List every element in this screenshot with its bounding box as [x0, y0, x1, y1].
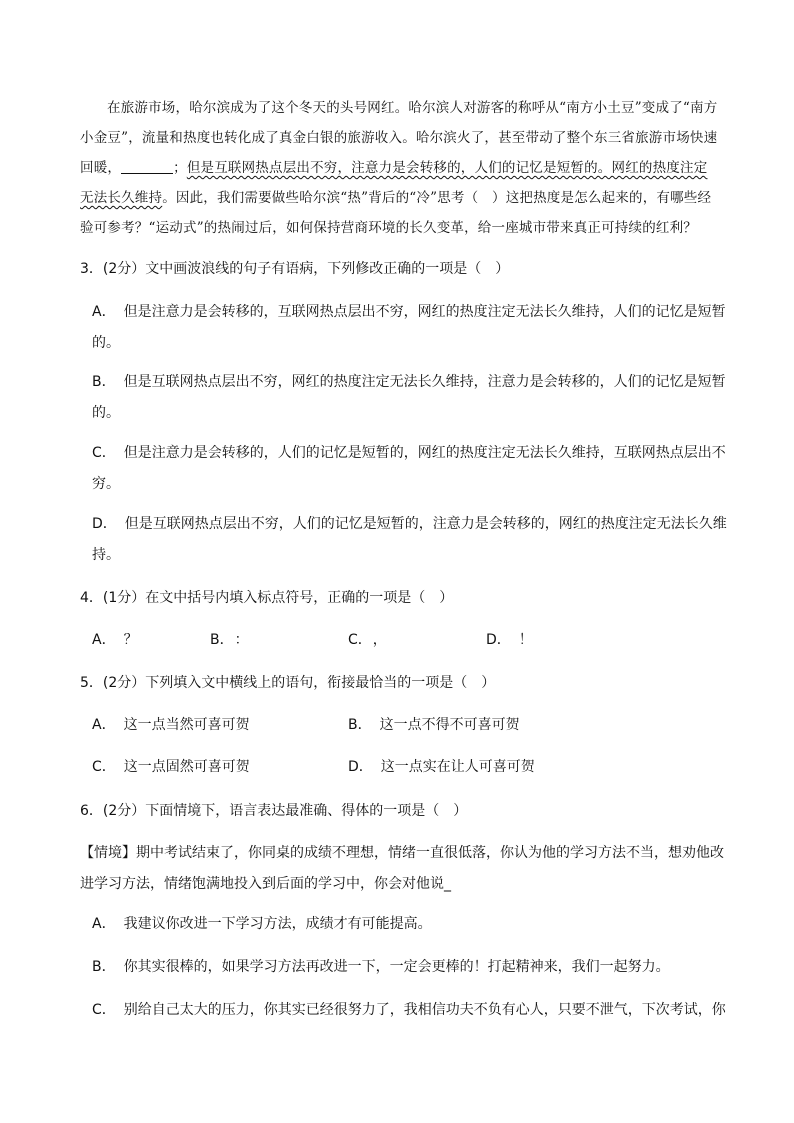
question-5-option-c[interactable]	[92, 752, 250, 783]
question-4-option-a[interactable]	[92, 625, 138, 656]
option-text: 但是互联网热点层出不穷，人们的记忆是短暂的，注意力是会转移的，网红的热度注定无法长久维持。	[92, 516, 727, 563]
question-4-option-b[interactable]	[210, 625, 249, 656]
option-text: 这一点当然可喜可贺	[123, 717, 250, 733]
option-text: 这一点实在让人可喜可贺	[380, 759, 535, 775]
option-label: D．	[92, 516, 117, 532]
question-3-stem: 3．(2分）文中画波浪线的句子有语病，下列修改正确的一项是（ ）	[80, 261, 510, 277]
passage-text-end: 。因此，我们需要做些哈尔滨“热”背后的“冷”思考（ ）这把热度是怎么起来的，有哪些经验可参考？“运动式”的热闹过后，如何保持营商环境的长久变革，给一座城市带来真正可持续的红利？	[80, 190, 712, 236]
question-6-option-b[interactable]	[92, 952, 727, 983]
option-label: D．	[348, 759, 373, 775]
question-3-option-a[interactable]	[92, 297, 727, 359]
question-5-option-a[interactable]	[92, 710, 250, 741]
question-3-option-c[interactable]	[92, 438, 727, 500]
scenario-text: 期中考试结束了，你同桌的成绩不理想，情绪一直很低落，你认为他的学习方法不当，想劝他改进学习方法，情绪饱满地投入到后面的学习中，你会对他说_	[80, 845, 724, 892]
option-label: D．	[486, 632, 511, 648]
option-label: B．	[348, 717, 372, 733]
scenario-tag: 【情境】	[80, 845, 136, 861]
question-6-option-a[interactable]	[92, 909, 727, 940]
option-label: A．	[92, 304, 116, 320]
option-text: 但是互联网热点层出不穷，网红的热度注定无法长久维持，注意力是会转移的，人们的记忆是短暂的。	[92, 374, 726, 421]
option-label: A．	[92, 632, 116, 648]
option-label: B．	[210, 632, 227, 648]
option-text: ！	[518, 632, 533, 648]
option-text: ，	[372, 632, 387, 648]
option-text: ？	[123, 632, 138, 648]
reading-passage	[80, 93, 720, 243]
option-label: C．	[92, 1002, 116, 1018]
option-label: C．	[92, 445, 116, 461]
option-text: 这一点固然可喜可贺	[123, 759, 250, 775]
question-4-stem: 4．(1分）在文中括号内填入标点符号，正确的一项是（ ）	[80, 590, 454, 606]
passage-text-before-blank: 在旅游市场，哈尔滨成为了这个冬天的头号网红。哈尔滨人对游客的称呼从“南方小土豆”变成了“南方小金豆”，流量和热度也转化成了真金白银的旅游收入。哈尔滨火了，甚至带动了整个东三省旅游市场快速回暖，	[80, 100, 718, 176]
option-text: 你其实很棒的，如果学习方法再改进一下，一定会更棒的！打起精神来，我们一起努力。	[123, 959, 670, 975]
option-label: B．	[92, 959, 116, 975]
question-3-option-d[interactable]	[92, 509, 727, 571]
option-label: A．	[92, 916, 116, 932]
passage-text-after-blank: ；	[173, 160, 187, 176]
option-label: A．	[92, 717, 116, 733]
question-5-option-b[interactable]	[348, 710, 520, 741]
question-6-option-c[interactable]	[92, 995, 727, 1026]
option-text: ：	[234, 632, 249, 648]
option-text: 但是注意力是会转移的，互联网热点层出不穷，网红的热度注定无法长久维持，人们的记忆是短暂的。	[92, 304, 726, 351]
question-3-option-b[interactable]	[92, 367, 727, 429]
option-text: 我建议你改进一下学习方法，成绩才有可能提高。	[123, 916, 432, 932]
answer-blank[interactable]	[121, 159, 173, 174]
wavy-underlined-sentence: 但是互联网热点层出不穷，注意力是会转移的，人们的记忆是短暂的。网红的热度注定无法长久维持	[80, 160, 708, 206]
question-6-stem: 6．(2分）下面情境下，语言表达最准确、得体的一项是（ ）	[80, 803, 468, 819]
option-text: 但是注意力是会转移的，人们的记忆是短暂的，网红的热度注定无法长久维持，互联网热点层出不穷。	[92, 445, 726, 492]
passage-paragraph	[80, 93, 720, 243]
option-label: C．	[348, 632, 365, 648]
question-5-stem: 5．(2分）下列填入文中横线上的语句，衔接最恰当的一项是（ ）	[80, 675, 496, 691]
option-text: 别给自己太大的压力，你其实已经很努力了，我相信功夫不负有心人，只要不泄气，下次考试，你	[123, 1002, 726, 1018]
question-4-option-d[interactable]	[486, 625, 533, 656]
question-5-option-d[interactable]	[348, 752, 535, 783]
option-text: 这一点不得不可喜可贺	[379, 717, 520, 733]
question-4-option-c[interactable]	[348, 625, 387, 656]
option-label: B．	[92, 374, 116, 390]
option-label: C．	[92, 759, 116, 775]
question-6-scenario	[80, 838, 730, 900]
